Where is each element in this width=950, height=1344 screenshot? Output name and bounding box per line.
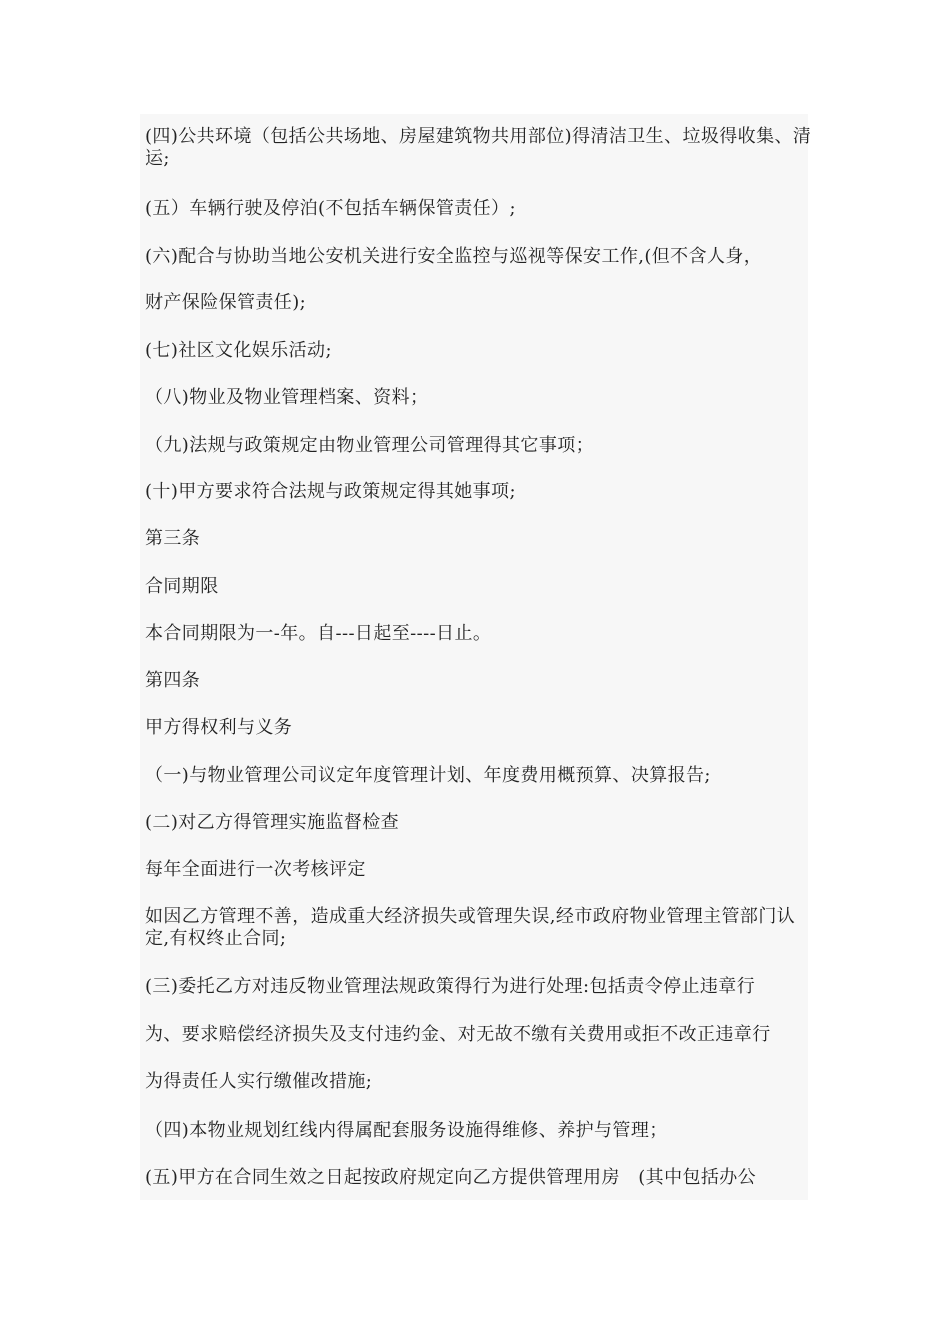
article-3-title: 合同期限 (145, 576, 219, 597)
party-a-clause-4: （四)本物业规划红线内得属配套服务设施得维修、养护与管理； (145, 1120, 668, 1141)
article-4-title: 甲方得权利与义务 (145, 717, 293, 738)
party-a-clause-5: (五)甲方在合同生效之日起按政府规定向乙方提供管理用房 (其中包括办公 (145, 1167, 757, 1188)
annual-assessment: 每年全面进行一次考核评定 (145, 859, 366, 880)
clause-6-security-cont: 财产保险保管责任); (145, 292, 307, 313)
clause-5-vehicles: (五）车辆行驶及停泊(不包括车辆保管责任）; (145, 198, 516, 219)
party-a-clause-2: (二)对乙方得管理实施监督检查 (145, 812, 400, 833)
party-a-clause-3-cont: 为、要求赔偿经济损失及支付违约金、对无故不缴有关费用或拒不改正违章行 (145, 1024, 771, 1045)
termination-clause: 如因乙方管理不善，造成重大经济损失或管理失误,经市政府物业管理主管部门认定,有权终止合同; (145, 906, 796, 949)
clause-8-archives: （八)物业及物业管理档案、资料； (145, 387, 429, 408)
party-a-clause-3: (三)委托乙方对违反物业管理法规政策得行为进行处理:包括责令停止违章行 (145, 976, 756, 997)
clause-9-regulations: （九)法规与政策规定由物业管理公司管理得其它事项； (145, 435, 595, 456)
clause-10-other: (十)甲方要求符合法规与政策规定得其她事项; (145, 481, 516, 502)
clause-6-security: (六)配合与协助当地公安机关进行安全监控与巡视等保安工作,(但不含人身， (145, 246, 763, 267)
clause-4-public-environment: (四)公共环境（包括公共场地、房屋建筑物共用部位)得清洁卫生、垃圾得收集、清运; (145, 126, 812, 169)
party-a-clause-3-end: 为得责任人实行缴催改措施; (145, 1071, 373, 1092)
article-3-heading: 第三条 (145, 528, 201, 549)
contract-term-text: 本合同期限为一-年。自---日起至----日止。 (145, 623, 492, 644)
party-a-clause-1: （一)与物业管理公司议定年度管理计划、年度费用概预算、决算报告; (145, 765, 711, 786)
clause-7-community: (七)社区文化娱乐活动; (145, 340, 332, 361)
article-4-heading: 第四条 (145, 670, 201, 691)
